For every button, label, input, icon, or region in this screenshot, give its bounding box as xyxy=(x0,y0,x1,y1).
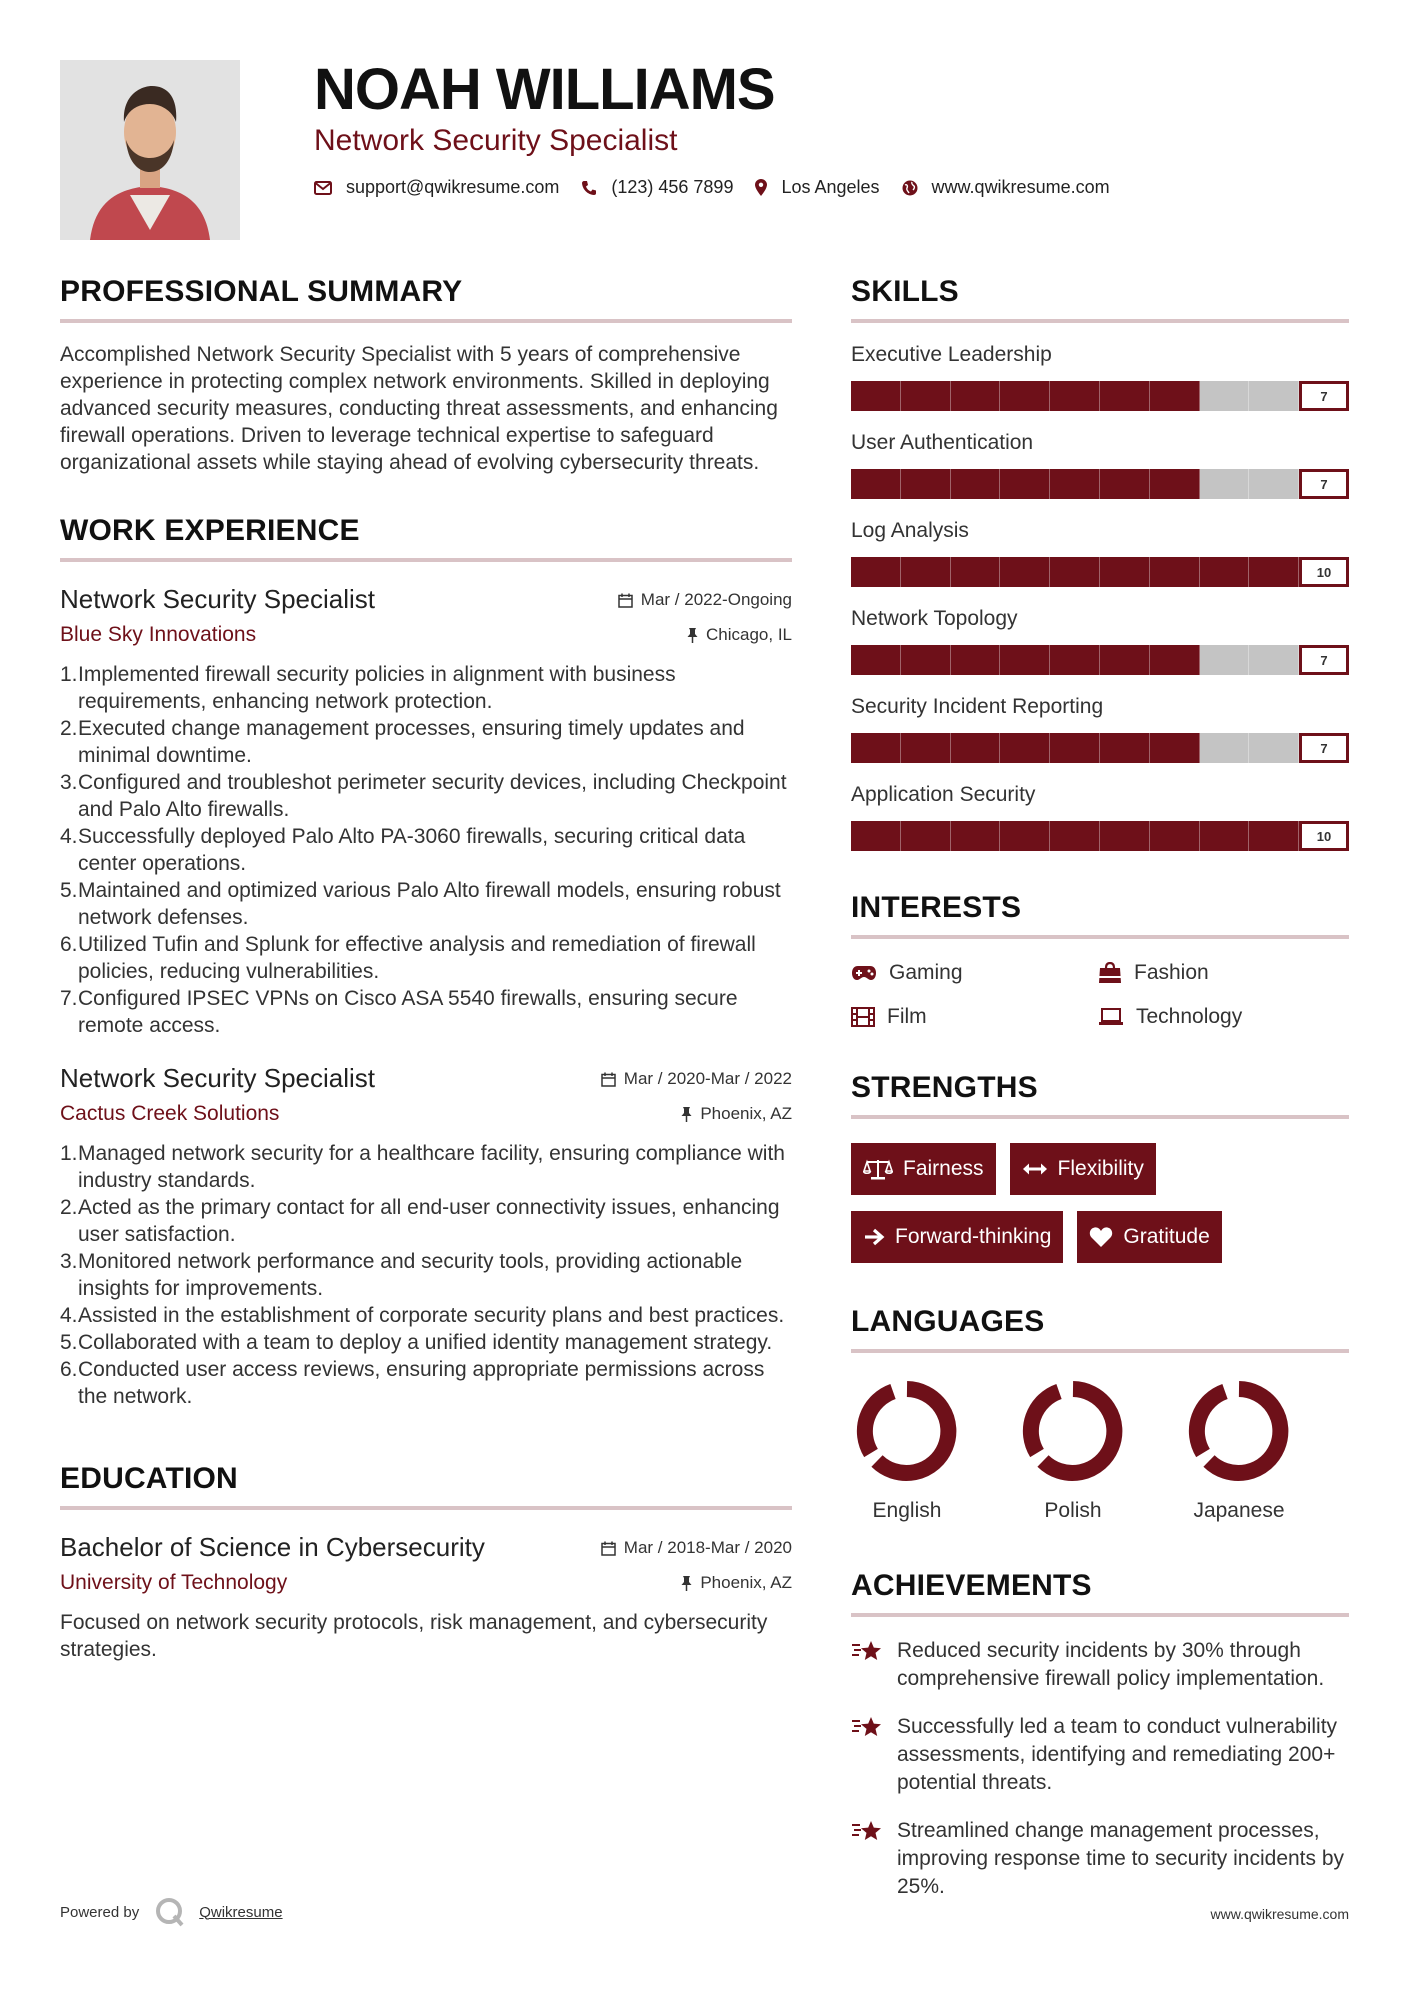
job-location xyxy=(687,625,792,645)
skill-bar-segment xyxy=(851,381,901,411)
skill-item xyxy=(851,519,1349,587)
bullet-text: Managed network security for a healthcare facility, ensuring compliance with industry standards. xyxy=(78,1142,785,1192)
footer-website[interactable]: www.qwikresume.com xyxy=(1210,1906,1349,1922)
skill-bar-segment xyxy=(1050,645,1100,675)
skill-bar-segment xyxy=(951,469,1001,499)
skill-level: 10 xyxy=(1299,557,1349,587)
contact-email-text: support@qwikresume.com xyxy=(346,177,560,197)
job-bullet xyxy=(60,1140,792,1194)
skill-bar-segment xyxy=(1100,557,1150,587)
language-item xyxy=(1183,1379,1349,1523)
calendar-icon xyxy=(618,593,633,608)
contact-phone[interactable] xyxy=(581,177,733,198)
skill-level: 7 xyxy=(1299,733,1349,763)
bullet-text: Configured IPSEC VPNs on Cisco ASA 5540 firewalls, ensuring secure remote access. xyxy=(78,987,738,1037)
bullet-text: Assisted in the establishment of corporate security plans and best practices. xyxy=(78,1304,785,1327)
skill-label: Log Analysis xyxy=(851,519,969,542)
bullet-number: 6. xyxy=(60,1358,78,1381)
film-icon xyxy=(851,1007,875,1027)
bullet-number: 3. xyxy=(60,1250,78,1273)
summary-text: Accomplished Network Security Specialist with 5 years of comprehensive experience in protecting complex network environments. Skilled in deploying advanced security measures, conducting threat assessments, and enhancing firewall operations. Driven to leverage technical expertise to safeguard organizational assets while staying ahead of evolving cybersecurity threats. xyxy=(60,343,778,474)
job-location xyxy=(681,1104,792,1124)
job-company: Blue Sky Innovations xyxy=(60,623,257,646)
skill-bar-segment xyxy=(1150,557,1200,587)
interest-label: Film xyxy=(887,1005,927,1028)
skill-bar-segment xyxy=(1100,381,1150,411)
achievement-item xyxy=(851,1817,1349,1901)
contact-location-text: Los Angeles xyxy=(781,177,880,197)
skill-bar-segment xyxy=(1200,557,1250,587)
skill-level: 10 xyxy=(1299,821,1349,851)
skill-level: 7 xyxy=(1299,469,1349,499)
bullet-number: 4. xyxy=(60,825,78,848)
job-date-text: Mar / 2022-Ongoing xyxy=(640,590,792,609)
strength-label: Fairness xyxy=(903,1157,984,1180)
arrow-right-icon xyxy=(863,1228,885,1246)
strength-label: Flexibility xyxy=(1057,1157,1144,1180)
bullet-text: Implemented firewall security policies in alignment with business requirements, enhancing network protection. xyxy=(78,663,676,713)
bullet-number: 7. xyxy=(60,987,78,1010)
skill-bar xyxy=(851,821,1349,851)
skill-bar-segment xyxy=(951,381,1001,411)
job-date-text: Mar / 2020-Mar / 2022 xyxy=(623,1069,792,1088)
pin-icon xyxy=(681,1576,692,1591)
contact-bar xyxy=(314,177,1132,198)
qwikresume-link[interactable]: Qwikresume xyxy=(199,1903,283,1921)
bullet-number: 5. xyxy=(60,1331,78,1354)
language-label: Polish xyxy=(1044,1499,1102,1522)
skill-level: 7 xyxy=(1299,645,1349,675)
achievement-text: Successfully led a team to conduct vulnerability assessments, identifying and remediating 200+ potential threats. xyxy=(897,1715,1338,1794)
skill-bar-segment xyxy=(1200,469,1250,499)
left-column xyxy=(60,275,792,1663)
strength-label: Gratitude xyxy=(1123,1225,1210,1248)
skill-bar-segment xyxy=(1000,469,1050,499)
strength-chip xyxy=(851,1143,996,1195)
job-bullet xyxy=(60,985,792,1039)
skill-bar-segment xyxy=(1249,733,1299,763)
bullet-text: Monitored network performance and security tools, providing actionable insights for improvements. xyxy=(78,1250,743,1300)
skill-bar-segment xyxy=(851,821,901,851)
interests-list xyxy=(851,961,1349,1029)
bullet-text: Utilized Tufin and Splunk for effective analysis and remediation of firewall policies, reducing vulnerabilities. xyxy=(78,933,756,983)
skill-bar xyxy=(851,733,1349,763)
achievement-text: Reduced security incidents by 30% through comprehensive firewall policy implementation. xyxy=(897,1639,1325,1690)
bullet-number: 2. xyxy=(60,1196,78,1219)
strength-chip xyxy=(1010,1143,1156,1195)
skill-bar-segment xyxy=(901,557,951,587)
summary-heading: PROFESSIONAL SUMMARY xyxy=(60,275,792,323)
pin-icon xyxy=(687,628,698,643)
skill-bar-segment xyxy=(951,557,1001,587)
skill-bar-segment xyxy=(1249,645,1299,675)
job-bullets xyxy=(60,661,792,1039)
pin-icon xyxy=(681,1107,692,1122)
interest-item xyxy=(851,961,1098,985)
strength-chip xyxy=(851,1211,1063,1263)
skill-bar-segment xyxy=(851,733,901,763)
arrows-horizontal-icon xyxy=(1022,1162,1048,1176)
strength-chip xyxy=(1077,1211,1221,1263)
job-title: Network Security Specialist xyxy=(60,1063,375,1093)
skill-bar-segment xyxy=(1100,645,1150,675)
education-school: University of Technology xyxy=(60,1571,288,1594)
achievement-item xyxy=(851,1637,1349,1693)
skill-bar-segment xyxy=(851,469,901,499)
interest-label: Gaming xyxy=(889,961,963,984)
interests-heading: INTERESTS xyxy=(851,891,1349,939)
skill-bar-segment xyxy=(901,821,951,851)
interest-item xyxy=(1098,1005,1345,1029)
bullet-text: Conducted user access reviews, ensuring appropriate permissions across the network. xyxy=(78,1358,765,1408)
skill-bar-segment xyxy=(1000,557,1050,587)
language-item xyxy=(1017,1379,1183,1523)
skill-bar-segment xyxy=(851,645,901,675)
skill-item xyxy=(851,607,1349,675)
shopping-bag-icon xyxy=(1098,962,1122,984)
skill-bar xyxy=(851,381,1349,411)
interest-label: Technology xyxy=(1136,1005,1243,1028)
experience-heading: WORK EXPERIENCE xyxy=(60,514,792,562)
skill-bar-segment xyxy=(1150,645,1200,675)
language-ring xyxy=(855,1379,959,1483)
job-date xyxy=(601,1069,792,1089)
skill-bar-segment xyxy=(1100,469,1150,499)
skill-bar-segment xyxy=(1000,645,1050,675)
contact-location xyxy=(755,177,879,198)
job-location-text: Phoenix, AZ xyxy=(700,1104,792,1123)
laptop-icon xyxy=(1098,1008,1124,1026)
education-degree: Bachelor of Science in Cybersecurity xyxy=(60,1532,485,1562)
contact-website-text: www.qwikresume.com xyxy=(931,177,1110,197)
education-location-text: Phoenix, AZ xyxy=(700,1573,792,1592)
job-bullet xyxy=(60,1248,792,1302)
language-label: English xyxy=(872,1499,942,1522)
skill-bar-segment xyxy=(851,557,901,587)
shooting-star-icon xyxy=(851,1715,883,1741)
phone-icon xyxy=(581,180,597,196)
calendar-icon xyxy=(601,1072,616,1087)
bullet-number: 5. xyxy=(60,879,78,902)
job-location-text: Chicago, IL xyxy=(706,625,792,644)
skill-bar-segment xyxy=(1000,381,1050,411)
interest-item xyxy=(851,1005,1098,1029)
achievements-list xyxy=(851,1637,1349,1901)
education-entry xyxy=(60,1532,792,1663)
contact-phone-text: (123) 456 7899 xyxy=(611,177,734,197)
skill-label: User Authentication xyxy=(851,431,1034,454)
education-date xyxy=(601,1538,792,1558)
skill-label: Security Incident Reporting xyxy=(851,695,1104,718)
language-ring xyxy=(1021,1379,1125,1483)
skill-bar-segment xyxy=(1050,557,1100,587)
skill-bar-segment xyxy=(1249,381,1299,411)
languages-heading: LANGUAGES xyxy=(851,1305,1349,1353)
bullet-number: 1. xyxy=(60,1142,78,1165)
shooting-star-icon xyxy=(851,1639,883,1665)
job-company: Cactus Creek Solutions xyxy=(60,1102,280,1125)
skill-bar-segment xyxy=(1200,645,1250,675)
languages-list xyxy=(851,1379,1349,1523)
bullet-number: 4. xyxy=(60,1304,78,1327)
bullet-text: Executed change management processes, ensuring timely updates and minimal downtime. xyxy=(78,717,745,767)
contact-email[interactable] xyxy=(314,177,559,198)
strength-label: Forward-thinking xyxy=(895,1225,1052,1248)
education-location xyxy=(681,1573,792,1593)
skills-list xyxy=(851,343,1349,851)
skill-label: Network Topology xyxy=(851,607,1018,630)
achievement-text: Streamlined change management processes, improving response time to security incidents by 25%. xyxy=(897,1819,1345,1898)
skill-bar-segment xyxy=(1249,557,1299,587)
skill-item xyxy=(851,783,1349,851)
skill-item xyxy=(851,343,1349,411)
job-bullet xyxy=(60,823,792,877)
language-ring xyxy=(1187,1379,1291,1483)
balance-scale-icon xyxy=(863,1158,893,1180)
calendar-icon xyxy=(601,1541,616,1556)
job-entry xyxy=(60,1063,792,1410)
interest-label: Fashion xyxy=(1134,961,1209,984)
bullet-text: Acted as the primary contact for all end-user connectivity issues, enhancing user satisfaction. xyxy=(78,1196,780,1246)
footer-powered-by xyxy=(60,1897,283,1927)
skills-heading: SKILLS xyxy=(851,275,1349,323)
bullet-number: 6. xyxy=(60,933,78,956)
job-bullet xyxy=(60,661,792,715)
job-title: Network Security Specialist xyxy=(60,584,375,614)
bullet-number: 2. xyxy=(60,717,78,740)
bullet-number: 1. xyxy=(60,663,78,686)
skill-bar xyxy=(851,557,1349,587)
education-date-text: Mar / 2018-Mar / 2020 xyxy=(623,1538,792,1557)
skill-bar-segment xyxy=(1100,733,1150,763)
skill-bar-segment xyxy=(1050,821,1100,851)
skill-level: 7 xyxy=(1299,381,1349,411)
skill-bar-segment xyxy=(1249,821,1299,851)
job-bullet xyxy=(60,931,792,985)
language-item xyxy=(851,1379,1017,1523)
qwikresume-logo-icon xyxy=(155,1897,185,1927)
shooting-star-icon xyxy=(851,1819,883,1845)
job-bullet xyxy=(60,1329,792,1356)
skill-bar-segment xyxy=(1150,733,1200,763)
skill-bar-segment xyxy=(1150,381,1200,411)
skill-bar-segment xyxy=(1200,381,1250,411)
skill-bar-segment xyxy=(1150,821,1200,851)
job-bullet xyxy=(60,1356,792,1410)
job-date xyxy=(618,590,792,610)
skill-bar xyxy=(851,469,1349,499)
candidate-role: Network Security Specialist xyxy=(314,124,678,157)
job-bullet xyxy=(60,769,792,823)
job-bullet xyxy=(60,1302,792,1329)
skill-bar-segment xyxy=(1249,469,1299,499)
skill-bar-segment xyxy=(901,381,951,411)
skill-label: Application Security xyxy=(851,783,1036,806)
skill-bar-segment xyxy=(901,645,951,675)
bullet-text: Collaborated with a team to deploy a unified identity management strategy. xyxy=(78,1331,773,1354)
heart-icon xyxy=(1089,1226,1113,1248)
skill-bar-segment xyxy=(901,469,951,499)
skill-bar-segment xyxy=(1200,733,1250,763)
skill-label: Executive Leadership xyxy=(851,343,1052,366)
skill-bar-segment xyxy=(951,645,1001,675)
gamepad-icon xyxy=(851,965,877,981)
profile-photo xyxy=(60,60,240,240)
achievements-heading: ACHIEVEMENTS xyxy=(851,1569,1349,1617)
job-bullet xyxy=(60,877,792,931)
envelope-icon xyxy=(314,181,332,195)
skill-bar-segment xyxy=(951,821,1001,851)
skill-bar-segment xyxy=(1050,733,1100,763)
skill-bar xyxy=(851,645,1349,675)
bullet-text: Successfully deployed Palo Alto PA-3060 firewalls, securing critical data center operations. xyxy=(78,825,746,875)
skill-bar-segment xyxy=(1200,821,1250,851)
education-description: Focused on network security protocols, risk management, and cybersecurity strategies. xyxy=(60,1611,768,1661)
skill-item xyxy=(851,431,1349,499)
education-heading: EDUCATION xyxy=(60,1462,792,1510)
job-entry xyxy=(60,584,792,1039)
job-bullet xyxy=(60,715,792,769)
strengths-heading: STRENGTHS xyxy=(851,1071,1349,1119)
skill-bar-segment xyxy=(1000,821,1050,851)
skill-bar-segment xyxy=(1150,469,1200,499)
bullet-text: Maintained and optimized various Palo Alto firewall models, ensuring robust network defenses. xyxy=(78,879,781,929)
skill-bar-segment xyxy=(951,733,1001,763)
candidate-name: NOAH WILLIAMS xyxy=(314,57,775,122)
achievement-item xyxy=(851,1713,1349,1797)
globe-icon xyxy=(902,180,918,196)
bullet-text: Configured and troubleshot perimeter security devices, including Checkpoint and Palo Alto firewalls. xyxy=(78,771,787,821)
language-label: Japanese xyxy=(1193,1499,1285,1522)
skill-item xyxy=(851,695,1349,763)
skill-bar-segment xyxy=(1050,381,1100,411)
job-bullets xyxy=(60,1140,792,1410)
bullet-number: 3. xyxy=(60,771,78,794)
strengths-list xyxy=(851,1143,1349,1279)
skill-bar-segment xyxy=(1100,821,1150,851)
contact-website[interactable] xyxy=(902,177,1110,198)
skill-bar-segment xyxy=(1050,469,1100,499)
right-column xyxy=(851,275,1349,1901)
interest-item xyxy=(1098,961,1345,985)
skill-bar-segment xyxy=(1000,733,1050,763)
map-marker-icon xyxy=(755,179,767,196)
skill-bar-segment xyxy=(901,733,951,763)
powered-by-text: Powered by xyxy=(60,1903,140,1921)
job-bullet xyxy=(60,1194,792,1248)
